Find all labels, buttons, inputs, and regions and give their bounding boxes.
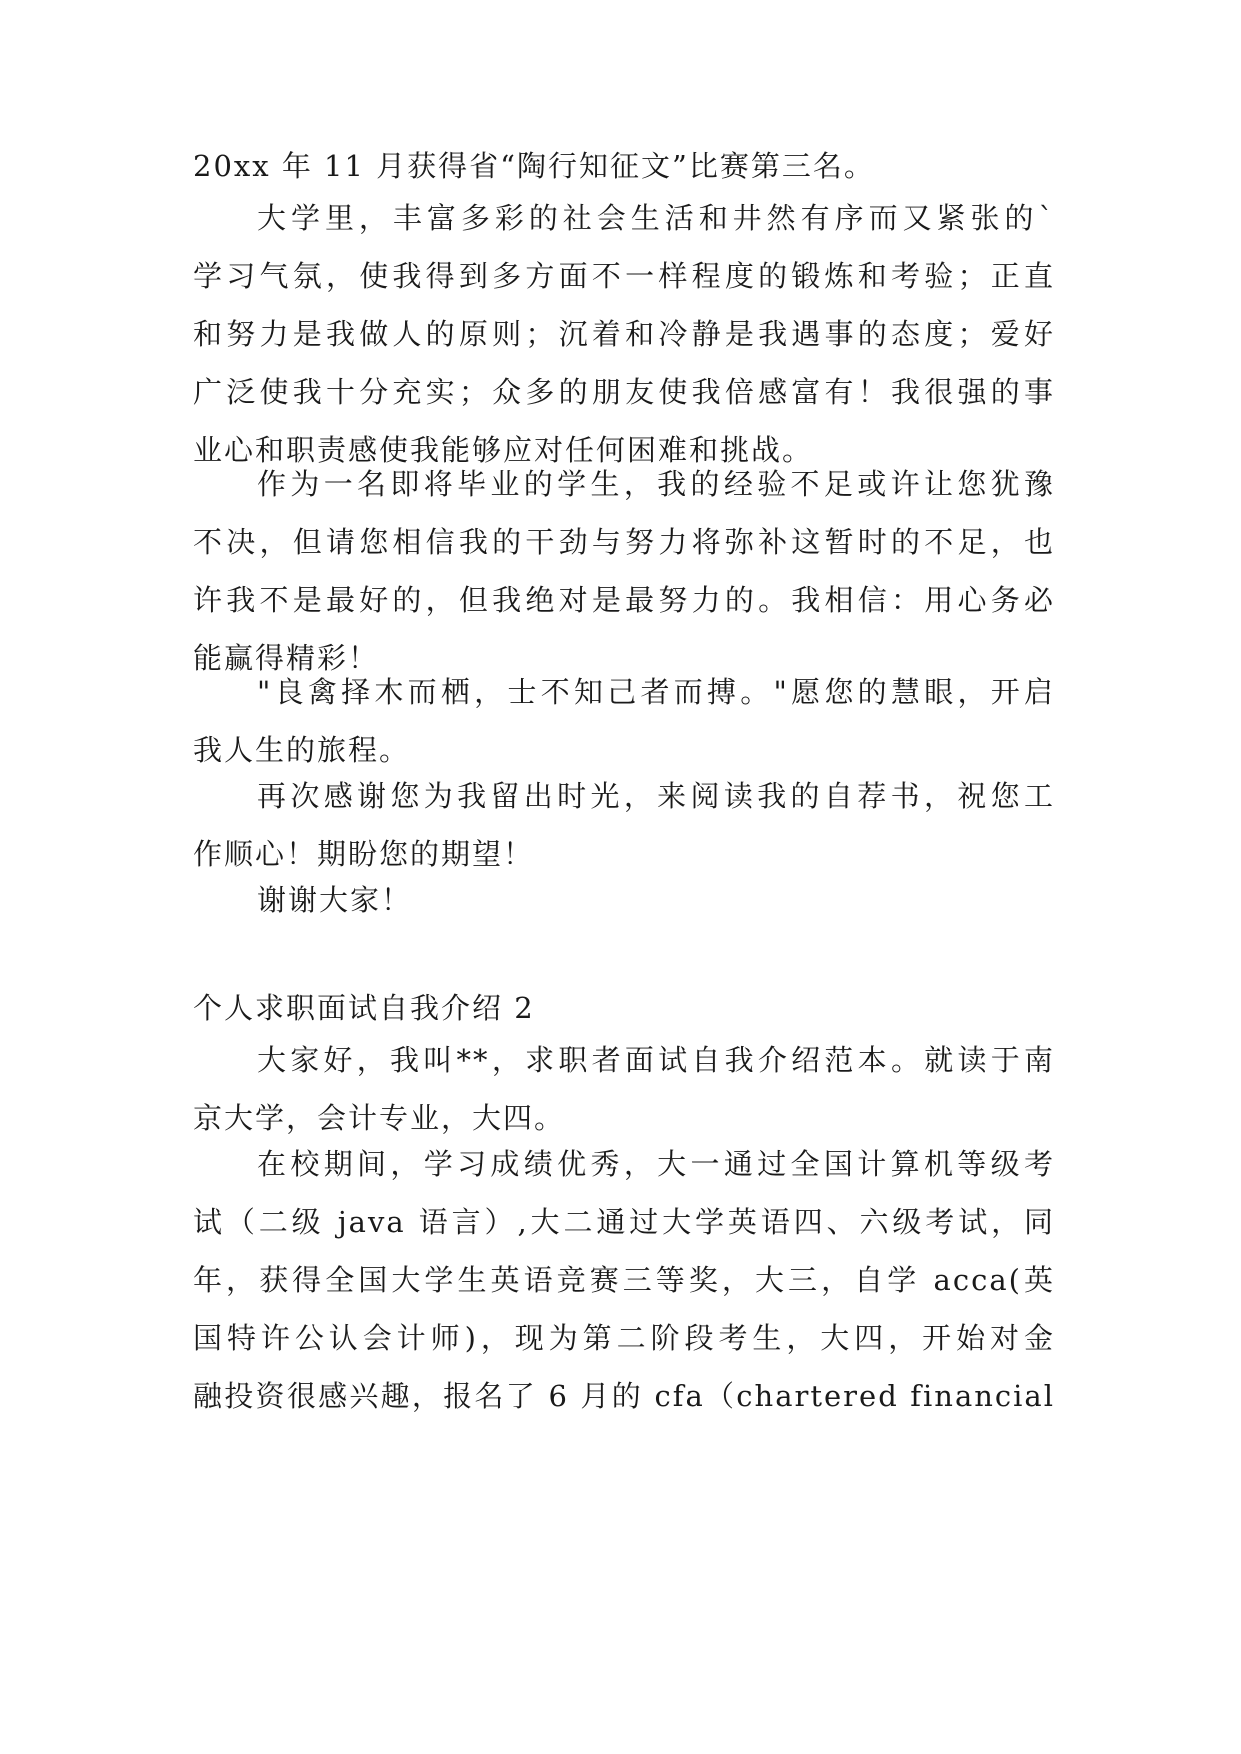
text-line: 20xx 年 11 月获得省“陶行知征文”比赛第三名。: [193, 149, 875, 183]
text-line: 许我不是最好的，但我绝对是最努力的。我相信：用心务必: [193, 583, 1055, 617]
paragraph-university-life: [193, 189, 1055, 479]
text-line: 广泛使我十分充实；众多的朋友使我倍感富有！我很强的事: [193, 375, 1055, 409]
paragraph-award: [193, 137, 1055, 195]
section-heading: [193, 979, 1055, 1037]
text-line: 不决，但请您相信我的干劲与努力将弥补这暂时的不足，也: [193, 525, 1055, 559]
text-line: 谢谢大家！: [257, 883, 413, 917]
text-line: 业心和职责感使我能够应对任何困难和挑战。: [193, 433, 814, 467]
paragraph-introduction: [193, 1031, 1055, 1147]
text-line: 和努力是我做人的原则；沉着和冷静是我遇事的态度；爱好: [193, 317, 1055, 351]
text-line: 融投资很感兴趣，报名了 6 月的 cfa（chartered financial: [193, 1379, 1055, 1413]
text-line: 大家好，我叫**，求职者面试自我介绍范本。就读于南: [257, 1043, 1055, 1077]
paragraph-thanks: [193, 767, 1055, 883]
text-line: 能赢得精彩！: [193, 641, 380, 675]
text-line: 国特许公认会计师)，现为第二阶段考生，大四，开始对金: [193, 1321, 1055, 1355]
text-line: 大学里，丰富多彩的社会生活和井然有序而又紧张的`: [257, 201, 1055, 235]
text-line: 京大学，会计专业，大四。: [193, 1101, 566, 1135]
text-line: 学习气氛，使我得到多方面不一样程度的锻炼和考验；正直: [193, 259, 1055, 293]
text-line: 在校期间，学习成绩优秀，大一通过全国计算机等级考: [257, 1147, 1055, 1181]
text-line: 我人生的旅程。: [193, 733, 411, 767]
paragraph-closing: [193, 871, 1055, 929]
text-line: 再次感谢您为我留出时光，来阅读我的自荐书，祝您工: [257, 779, 1055, 813]
paragraph-achievements: [193, 1135, 1055, 1425]
paragraph-graduate: [193, 455, 1055, 687]
text-line: 作为一名即将毕业的学生，我的经验不足或许让您犹豫: [257, 467, 1055, 501]
text-line: 年，获得全国大学生英语竞赛三等奖，大三，自学 acca(英: [193, 1263, 1055, 1297]
text-line: 作顺心！期盼您的期望！: [193, 837, 535, 871]
text-line: 试（二级 java 语言）,大二通过大学英语四、六级考试，同: [193, 1205, 1055, 1239]
paragraph-quote: [193, 663, 1055, 779]
section-title: 个人求职面试自我介绍 2: [193, 991, 535, 1025]
text-line: "良禽择木而栖，士不知己者而搏。"愿您的慧眼，开启: [257, 675, 1055, 709]
